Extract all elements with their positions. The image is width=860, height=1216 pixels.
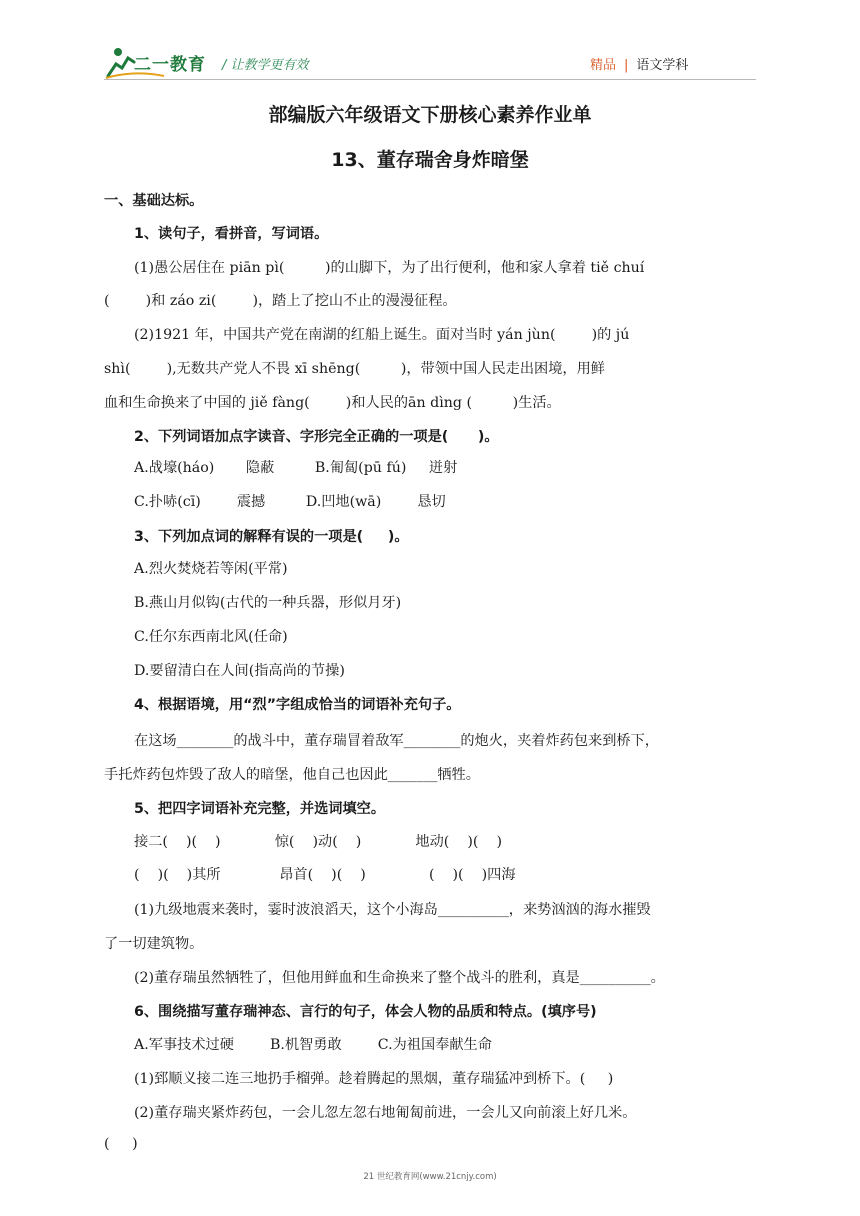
header-tags [590, 54, 688, 73]
header-slogan: / 让教学更有效 [222, 58, 309, 73]
q6-item-2-blank: ( ) [104, 1136, 138, 1152]
q3-option-a: A.烈火焚烧若等闲(平常) [134, 561, 288, 577]
q2-options-ab: A.战壕(háo) 隐蔽 B.匍匐(pū fú) 迸射 [134, 460, 458, 476]
q3-option-c: C.任尔东西南北风(任命) [134, 629, 288, 645]
q6-item-1: (1)郅顺义接二连三地扔手榴弹。趁着腾起的黑烟，董存瑞猛冲到桥下。( ) [134, 1071, 614, 1087]
q2-options-cd: C.扑哧(cī) 震撼 D.凹地(wā) 恳切 [134, 494, 446, 510]
q6-item-2: (2)董存瑞夹紧炸药包，一会儿忽左忽右地匍匐前进，一会儿又向前滚上好几米。 [134, 1105, 637, 1121]
q3-option-d: D.要留清白在人间(指高尚的节操) [134, 663, 345, 679]
header-divider [104, 79, 756, 80]
q6-options: A.军事技术过硬 B.机智勇敢 C.为祖国奉献生命 [134, 1037, 492, 1053]
q1-line-5: 血和生命换来了中国的 jiě fàng( )和人民的ān dìng ( )生活。 [104, 395, 561, 411]
question-3: 3、下列加点词的解释有误的一项是( )。 [134, 529, 409, 545]
question-5: 5、把四字词语补充完整，并选词填空。 [134, 801, 386, 817]
tag-subject: 语文学科 [636, 58, 689, 73]
question-6: 6、围绕描写董存瑞神态、言行的句子，体会人物的品质和特点。(填序号) [134, 1004, 597, 1020]
q5-sentence-2: (2)董存瑞虽然牺牲了，但他用鲜血和生命换来了整个战斗的胜利，真是__________。 [134, 970, 665, 986]
q1-line-3: (2)1921 年，中国共产党在南湖的红船上诞生。面对当时 yán jùn( )的 jú [134, 327, 630, 343]
tag-premium: 精品 [590, 58, 617, 73]
question-4: 4、根据语境，用“烈”字组成恰当的词语补充句子。 [134, 697, 461, 713]
section-heading: 一、基础达标。 [104, 193, 204, 209]
q4-line-2: 手托炸药包炸毁了敌人的暗堡，他自己也因此_______牺牲。 [104, 767, 480, 783]
q3-option-b: B.燕山月似钩(古代的一种兵器，形似月牙) [134, 595, 402, 611]
q1-line-1: (1)愚公居住在 piān pì( )的山脚下，为了出行便利，他和家人拿着 tiě chuí [134, 260, 645, 276]
lesson-title: 13、董存瑞舍身炸暗堡 [331, 149, 529, 171]
question-2: 2、下列词语加点字读音、字形完全正确的一项是( )。 [134, 429, 499, 445]
q1-line-4: shì( ),无数共产党人不畏 xī shēng( )，带领中国人民走出困境，用鲜 [104, 361, 605, 377]
q5-sentence-1: (1)九级地震来袭时，霎时波浪滔天，这个小海岛__________，来势汹汹的海水摧毁 [134, 902, 651, 918]
logo-text: 二一教育 [134, 55, 206, 75]
q4-line-1: 在这场________的战斗中，董存瑞冒着敌军________的炮火，夹着炸药包来到桥下， [134, 733, 659, 749]
q5-words-2: ( )( )其所 昂首( )( ) ( )( )四海 [134, 867, 516, 883]
q5-words-1: 接二( )( ) 惊( )动( ) 地动( )( ) [134, 834, 503, 850]
q5-sentence-1-cont: 了一切建筑物。 [104, 936, 204, 952]
document-title: 部编版六年级语文下册核心素养作业单 [268, 104, 592, 126]
question-1: 1、读句子，看拼音，写词语。 [134, 226, 329, 242]
tag-separator: | [624, 58, 629, 73]
page-header [0, 0, 860, 90]
q1-line-2: ( )和 záo zi( )，踏上了挖山不止的漫漫征程。 [104, 293, 457, 309]
page-footer: 21 世纪教育网(www.21cnjy.com) [363, 1172, 497, 1182]
